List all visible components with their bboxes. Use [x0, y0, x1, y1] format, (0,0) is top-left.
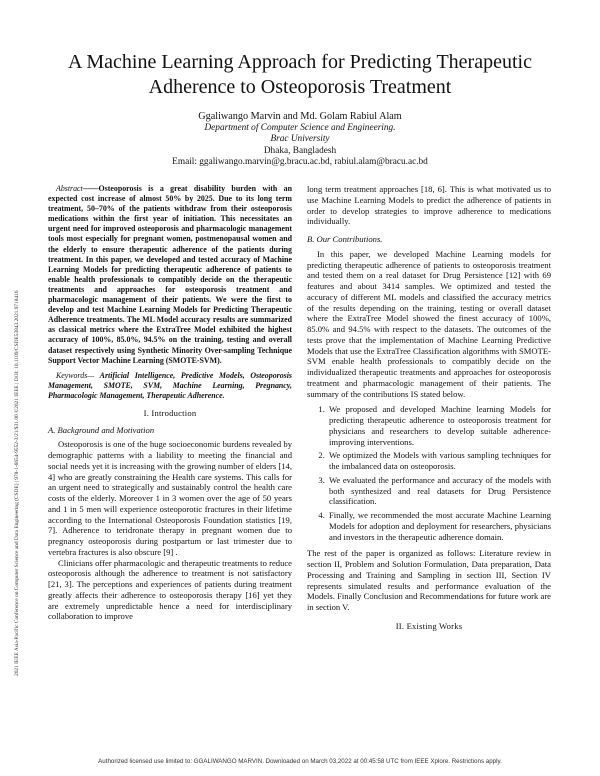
organization-paragraph: The rest of the paper is organized as follows: Literature review in section II, Problem and Solution Formulation, Data preparation, Data Processing and Training and Sampling in section III, Section IV represents simulated results and performance evaluation of the Models. Finally Conclusion and Recommendations for future work are in section V.	[307, 548, 551, 612]
abstract-text: ——Osteoporosis is a great disability burden with an expected cost increase of almost 50% by 2025. Due to its long term treatment, 50–70% of the patients withdraw from their osteoporosis medications within the first year of initiation. This necessitates an urgent need for improved osteoporosis and pharmacologic management tools most especially for pregnant women, postmenopausal women and the elderly to ensure therapeutic adherence of the patients during treatment. In this paper, we developed and tested accuracy of Machine Learning Models for predicting therapeutic adherence of patients to enable health professionals to compatibly decide on the therapeutic treatments and approaches for osteoporosis treatment and pharmacologic management of their patients. We were the first to develop and test Machine Learning Models for Predicting Therapeutic Adherence treatments. The ML Model accuracy results are summarized as classical metrics where the ExtraTree Model exhibited the highest accuracy of 100%, 85.0%, 94.5% on the training, testing and overall dataset respectively using Synthetic Minority Over-sampling Technique Support Vector Machine Learning (SMOTE-SVM).	[48, 184, 292, 365]
contribution-item: 1. We proposed and developed Machine learning Models for predicting therapeutic adherence to osteoporosis treatment for physicians and researchers to develop suitable adherence-improving interventions.	[327, 404, 551, 447]
section-heading-existing-works: II. Existing Works	[395, 620, 463, 631]
author-names: Ggaliwango Marvin and Md. Golam Rabiul Alam	[198, 111, 402, 122]
abstract	[48, 184, 292, 366]
paper-title: A Machine Learning Approach for Predicting Therapeutic Adherence to Osteoporosis Treatment	[68, 51, 532, 98]
contribution-item: 2. We optimized the Models with various sampling techniques for the imbalanced data on osteoporosis.	[327, 450, 551, 472]
author-university: Brac University	[270, 134, 330, 144]
keywords	[48, 371, 292, 401]
author-block	[100, 111, 500, 169]
intro-paragraph-2: Clinicians offer pharmacologic and therapeutic treatments to reduce osteoporosis although the adherence to treatment is not satisfactory [21, 3]. The perceptions and experiences of patients during treatment greatly affects their adherence to osteoporosis therapy [16] yet they are extremely unpredictable hence a need for interdisciplinary collaboration to improve	[48, 557, 292, 622]
keywords-text: Artificial Intelligence, Predictive Models, Osteoporosis Management, SMOTE, SVM, Machine Learning, Pregnancy, Pharmacologic Management, Therapeutic Adherence.	[48, 370, 292, 400]
keywords-lead: Keywords—	[56, 370, 95, 380]
intro-paragraph-2-continued: long term treatment approaches [18, 6]. This is what motivated us to use Machine Learning Models to predict the adherence of patients in order to develop strategies to improve adherence to medications individually.	[307, 184, 551, 227]
license-footer: Authorized licensed use limited to: GGALIWANGO MARVIN. Downloaded on March 03,2022 at 00:45:58 UTC from IEEE Xplore. Restrictions apply.	[98, 758, 502, 765]
right-column	[307, 184, 551, 638]
author-department: Department of Computer Science and Engineering.	[204, 122, 396, 133]
left-column	[48, 184, 292, 622]
contribution-item: 3. We evaluated the performance and accuracy of the models with both synthesized and real datasets for Drug Persistence classification.	[327, 475, 551, 507]
subsection-contributions: B. Our Contributions.	[307, 234, 383, 244]
author-city: Dhaka, Bangladesh	[263, 145, 337, 156]
abstract-lead: Abstract	[56, 184, 83, 193]
subsection-background: A. Background and Motivation	[48, 424, 155, 435]
contribution-item: 4. Finally, we recommended the most accurate Machine Learning Models for adoption and deployment for researchers, physicians and investors in the therapeutic adherence domain.	[327, 510, 551, 542]
doi-sidebar	[2, 100, 20, 676]
author-email: Email: ggaliwango.marvin@g.bracu.ac.bd, rabiul.alam@bracu.ac.bd	[172, 157, 428, 167]
contributions-paragraph: In this paper, we developed Machine Learning models for predicting therapeutic adherence of patients to osteoporosis treatment and tested them on a real dataset for Drug Persistence [12] with 69 features and about 3414 samples. We optimized and tested the accuracy of different ML models and classified the accuracy metrics of the results depending on the training, testing or overall dataset where the ExtraTree Model showed the finest accuracy of 100%, 85.0% and 94.5% with respect to the datasets. The outcomes of the tests prove that the implementation of Machine Learning Predictive Models that use the ExtraTree Classification algorithms with SMOTE-SVM enable health professionals to compatibly decide on the individualized therapeutic treatments and approaches for osteoporosis treatment and pharmacologic management of their patients. The summary of the contributions IS stated below.	[307, 248, 551, 399]
intro-paragraph-1: Osteoporosis is one of the huge socioeconomic burdens revealed by demographic patterns with a liability to meeting the financial and social needs yet it is increasing with the growing number of elders [14, 4] who are greatly constraining the Health care systems. This calls for an urgent need to strategically and sustainably control the health care costs of the elderly. Moreover 1 in 3 women over the age of 50 years and 1 in 5 men will experience osteoporotic fractures in their lifetime according to the International Osteoporosis Foundation statistics [19, 7]. Adherence to teridronate therapy in pregnant women due to pregnancy osteoporosis during postpartum or last trimester due to vertebra fractures is also obscure [9] .	[48, 439, 292, 557]
contributions-list	[307, 404, 551, 542]
doi-sidebar-text: 2021 IEEE Asia-Pacific Conference on Computer Science and Data Engineering (CSDE) | 978-1-6654-9552-3/21/$31.00 ©2021 IEEE | DOI: 10.1109/CSDE53843.2021.9718416	[14, 290, 20, 676]
section-heading-introduction: I. Introduction	[143, 407, 197, 418]
